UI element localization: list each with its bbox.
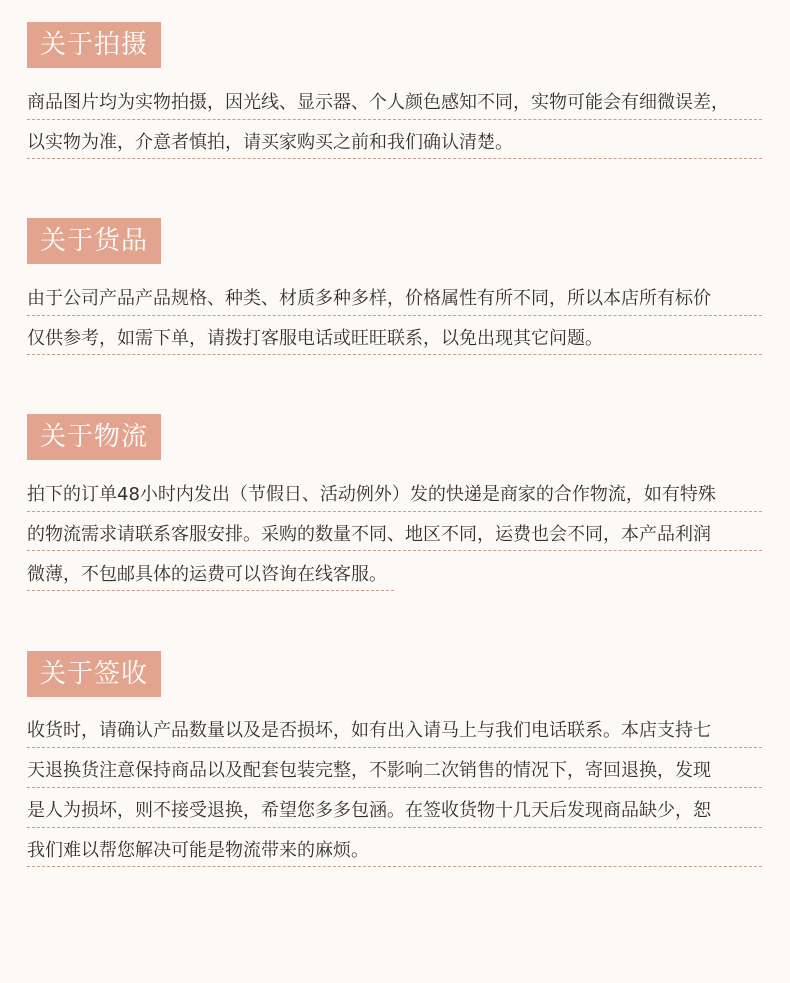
dashed-divider xyxy=(27,354,762,355)
section-title: 关于签收 xyxy=(27,651,161,697)
text-line: 以实物为准，介意者慎拍，请买家购买之前和我们确认清楚。 xyxy=(27,132,513,153)
text-line: 仅供参考，如需下单，请拨打客服电话或旺旺联系，以免出现其它问题。 xyxy=(27,328,603,349)
text-line: 拍下的订单48小时内发出（节假日、活动例外）发的快递是商家的合作物流，如有特殊 xyxy=(27,484,716,505)
section-title: 关于物流 xyxy=(27,414,161,460)
dashed-divider xyxy=(27,747,762,748)
dashed-divider xyxy=(27,158,762,159)
text-line: 天退换货注意保持商品以及配套包装完整，不影响二次销售的情况下，寄回退换，发现 xyxy=(27,760,711,781)
dashed-divider xyxy=(27,119,762,120)
text-line: 由于公司产品产品规格、种类、材质多种多样，价格属性有所不同，所以本店所有标价 xyxy=(27,288,711,309)
dashed-divider xyxy=(27,590,394,591)
dashed-divider xyxy=(27,866,762,867)
text-line: 微薄，不包邮具体的运费可以咨询在线客服。 xyxy=(27,564,387,585)
text-line: 是人为损坏，则不接受退换，希望您多多包涵。在签收货物十几天后发现商品缺少，恕 xyxy=(27,800,711,821)
text-line: 收货时，请确认产品数量以及是否损坏，如有出入请马上与我们电话联系。本店支持七 xyxy=(27,720,711,741)
dashed-divider xyxy=(27,511,762,512)
section-title: 关于货品 xyxy=(27,218,161,264)
dashed-divider xyxy=(27,315,762,316)
dashed-divider xyxy=(27,787,762,788)
text-line: 的物流需求请联系客服安排。采购的数量不同、地区不同，运费也会不同，本产品利润 xyxy=(27,524,711,545)
dashed-divider xyxy=(27,550,762,551)
section-title: 关于拍摄 xyxy=(27,22,161,68)
text-line: 商品图片均为实物拍摄，因光线、显示器、个人颜色感知不同，实物可能会有细微误差， xyxy=(27,92,729,113)
dashed-divider xyxy=(27,827,762,828)
text-line: 我们难以帮您解决可能是物流带来的麻烦。 xyxy=(27,840,369,861)
